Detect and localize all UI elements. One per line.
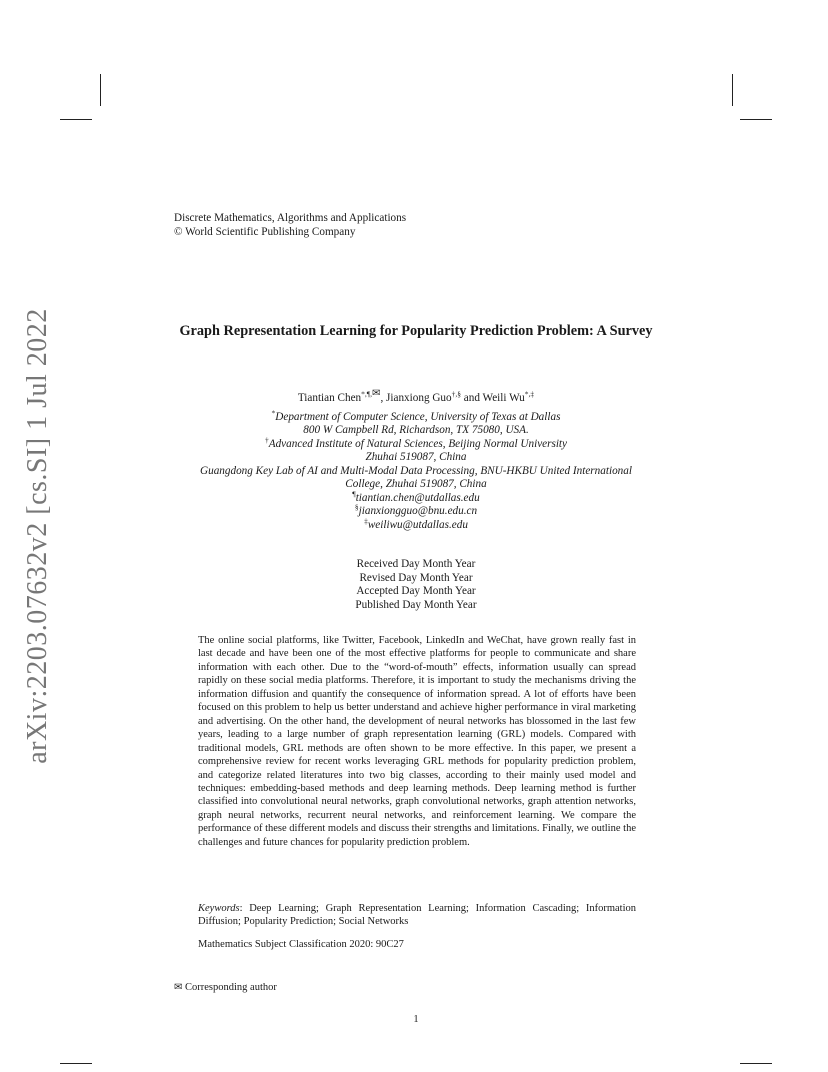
affiliation-2-mark: † [264, 434, 269, 444]
affiliation-2-city: Zhuhai 519087, China [365, 451, 467, 463]
journal-name: Discrete Mathematics, Algorithms and Applications [174, 212, 407, 224]
author-list: Tiantian Chen*,¶,✉, Jianxiong Guo†,§ and Weili Wu*,‡ [297, 388, 535, 404]
author-3-marks: *,‡ [524, 389, 535, 399]
affiliation-2-inst: Advanced Institute of Natural Sciences, Beijing Normal University [268, 437, 568, 450]
email-3 [160, 515, 672, 533]
keywords-text: : Deep Learning; Graph Representation Learning; Information Cascading; Information Diffusion; Popularity Prediction; Social Networks [198, 903, 636, 928]
publication-dates [316, 558, 516, 612]
affiliation-1-mark: * [271, 407, 276, 417]
journal-header [174, 211, 406, 239]
received-date: Received Day Month Year [356, 558, 476, 570]
affiliation-1 [160, 407, 672, 425]
msc-classification: Mathematics Subject Classification 2020: 90C27 [198, 939, 404, 950]
corresponding-author-footnote [174, 981, 277, 994]
affiliation-3-lab: Guangdong Key Lab of AI and Multi-Modal Data Processing, BNU-HKBU United International [200, 464, 632, 477]
authors-block [160, 388, 672, 532]
email-3-address: weiliwu@utdallas.edu [367, 518, 468, 531]
journal-publisher: © World Scientific Publishing Company [174, 226, 356, 238]
author-3-name: and Weili Wu [460, 392, 525, 404]
author-1-name: Tiantian Chen [297, 392, 362, 404]
envelope-icon: ✉ [174, 982, 183, 993]
crop-mark-top-right-vertical [732, 74, 733, 106]
author-2-marks: †,§ [451, 389, 461, 399]
crop-mark-top-right-horizontal [740, 119, 772, 120]
revised-date: Revised Day Month Year [359, 571, 473, 584]
footnote-text: Corresponding author [185, 982, 277, 993]
email-2-mark: § [354, 502, 359, 512]
author-2-name: , Jianxiong Guo [380, 392, 452, 404]
affiliation-2 [160, 434, 672, 452]
email-1-mark: ¶ [352, 488, 356, 498]
crop-mark-top-left-horizontal [60, 119, 92, 120]
keywords-label: Keywords [198, 903, 240, 914]
affiliation-3-college: College, Zhuhai 519087, China [345, 478, 487, 490]
published-date: Published Day Month Year [355, 598, 477, 611]
email-2 [160, 502, 672, 519]
email-3-mark: ‡ [364, 515, 368, 525]
email-2-address: jianxiongguo@bnu.edu.cn [358, 505, 478, 517]
email-1 [160, 488, 672, 506]
paper-title: Graph Representation Learning for Popularity Prediction Problem: A Survey [179, 323, 653, 339]
abstract: The online social platforms, like Twitter, Facebook, LinkedIn and WeChat, have grown really fast in last decade and have been one of the most effective platforms for people to communicate and share information with each other. Due to the “word-of-mouth” effects, information usually can spread rapidly on these social media platforms. Therefore, it is important to study the mechanisms driving the information diffusion and quantify the consequence of information spread. A lot of efforts have been focused on this problem to help us better understand and achieve higher performance in viral marketing and advertising. On the other hand, the development of neural networks has blossomed in the last few years, leading to a large number of graph representation learning (GRL) models. Compared with traditional models, GRL methods are often shown to be more effective. In this paper, we present a comprehensive review for recent works leveraging GRL methods for popularity prediction problem, and categorize related literatures into two big classes, according to their mainly used model and techniques: embedding-based methods and deep learning methods. Deep learning method is further classified into convolutional neural networks, graph convolutional networks, graph attention networks, graph neural networks, recurrent neural networks, and reinforcement learning. We compare the performance of these different models and discuss their strengths and limitations. Finally, we outline the challenges and future chances for popularity prediction problem. [198, 635, 636, 848]
crop-mark-bottom-right-horizontal [740, 1063, 772, 1064]
author-1-marks: *,¶, [361, 389, 373, 399]
email-1-address: tiantian.chen@utdallas.edu [355, 491, 480, 504]
page-number: 1 [413, 1014, 419, 1025]
affiliation-1-address: 800 W Campbell Rd, Richardson, TX 75080, USA. [303, 424, 529, 436]
crop-mark-top-left-vertical [100, 74, 101, 106]
arxiv-identifier-text: arXiv:2203.07632v2 [cs.SI] 1 Jul 2022 [22, 308, 53, 764]
accepted-date: Accepted Day Month Year [356, 585, 476, 597]
keywords [198, 902, 636, 929]
affiliation-1-dept: Department of Computer Science, University of Texas at Dallas [275, 410, 561, 423]
crop-mark-bottom-left-horizontal [60, 1063, 92, 1064]
